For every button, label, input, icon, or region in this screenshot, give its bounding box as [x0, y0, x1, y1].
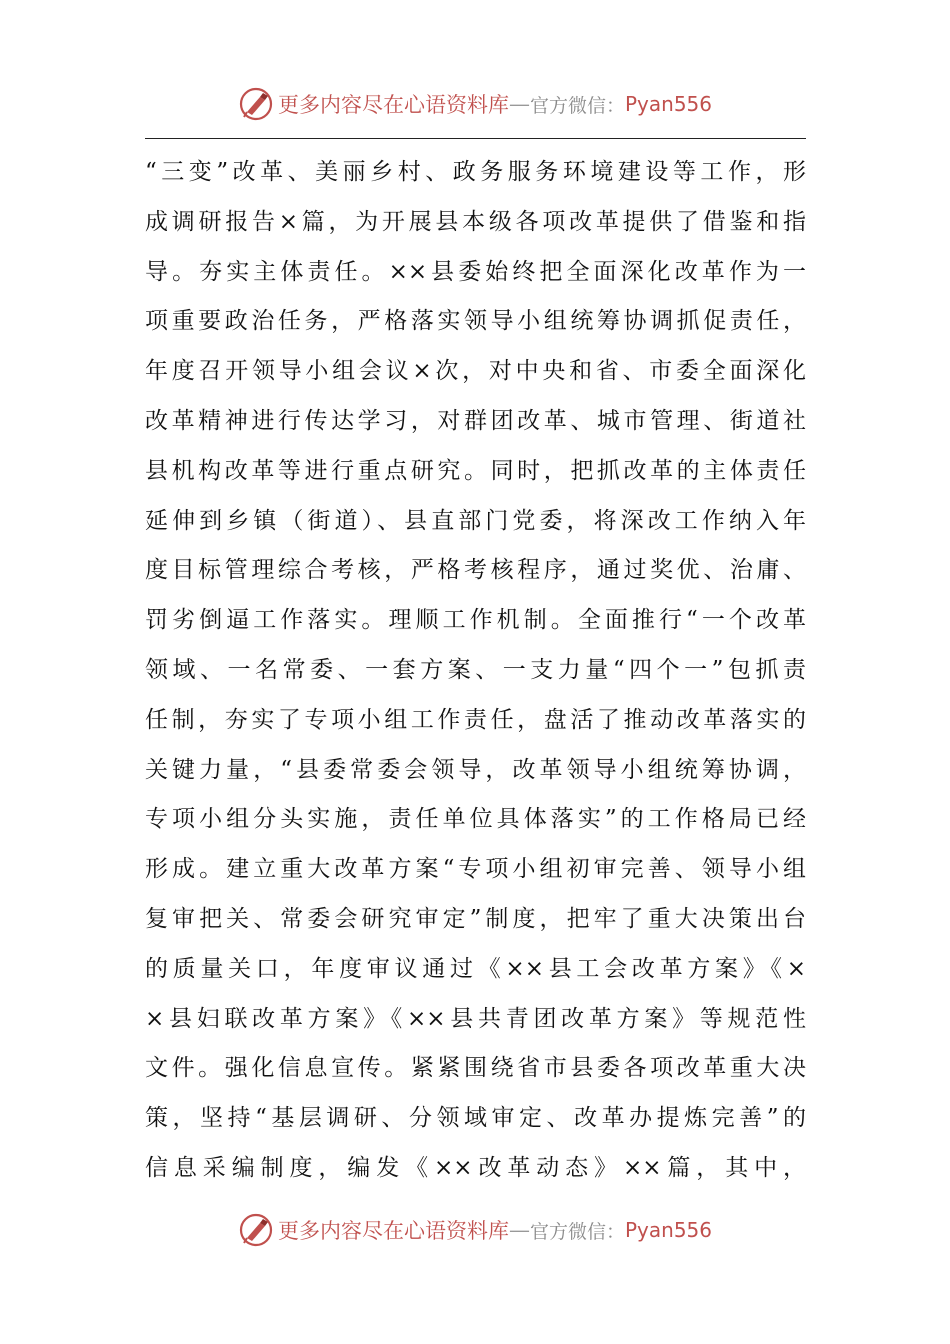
text-line: “三变”改革、美丽乡村、政务服务环境建设等工作，形 — [145, 159, 806, 185]
pen-nib-icon — [238, 86, 274, 122]
text-line: 任制，夯实了专项小组工作责任，盘活了推动改革落实的 — [145, 706, 806, 733]
pen-nib-icon — [238, 1212, 274, 1248]
banner-separator: — — [508, 92, 530, 116]
text-line: 关键力量，“县委常委会领导，改革领导小组统筹协调， — [145, 756, 806, 783]
text-line: 成调研报告×篇，为开展县本级各项改革提供了借鉴和指 — [145, 208, 806, 235]
wechat-id: Pyan556 — [625, 92, 713, 116]
text-line: 专项小组分头实施，责任单位具体落实”的工作格局已经 — [145, 806, 806, 833]
text-line: 导。夯实主体责任。××县委始终把全面深化改革作为一 — [145, 258, 806, 285]
wechat-id: Pyan556 — [625, 1218, 713, 1242]
footer-banner — [0, 1210, 950, 1250]
text-line: 延伸到乡镇（街道）、县直部门党委，将深改工作纳入年 — [145, 507, 806, 534]
text-line: 县机构改革等进行重点研究。同时，把抓改革的主体责任 — [145, 457, 806, 484]
wechat-label: 官方微信： — [529, 1220, 625, 1243]
header-divider — [145, 138, 806, 139]
text-line: 罚劣倒逼工作落实。理顺工作机制。全面推行“一个改革 — [145, 607, 806, 634]
text-line: 策，坚持“基层调研、分领域审定、改革办提炼完善”的 — [145, 1105, 806, 1132]
text-line: 度目标管理综合考核，严格考核程序，通过奖优、治庸、 — [145, 557, 806, 584]
text-line: 年度召开领导小组会议×次，对中央和省、市委全面深化 — [145, 358, 806, 385]
document-body — [145, 148, 806, 1194]
banner-separator: — — [508, 1218, 530, 1242]
site-name: 更多内容尽在心语资料库 — [277, 93, 509, 117]
text-line: ×县妇联改革方案》《××县共青团改革方案》等规范性 — [145, 1005, 806, 1032]
header-banner — [0, 84, 950, 124]
text-line: 复审把关、常委会研究审定”制度，把牢了重大决策出台 — [145, 905, 806, 932]
text-line: 文件。强化信息宣传。紧紧围绕省市县委各项改革重大决 — [145, 1055, 806, 1082]
text-line: 改革精神进行传达学习，对群团改革、城市管理、街道社 — [145, 407, 806, 434]
text-line: 领域、一名常委、一套方案、一支力量“四个一”包抓责 — [145, 656, 806, 683]
text-line: 信息采编制度，编发《××改革动态》××篇，其中， — [145, 1154, 806, 1181]
text-line: 形成。建立重大改革方案“专项小组初审完善、领导小组 — [145, 856, 806, 883]
site-name: 更多内容尽在心语资料库 — [277, 1219, 509, 1243]
text-line: 项重要政治任务，严格落实领导小组统筹协调抓促责任， — [145, 308, 806, 335]
wechat-label: 官方微信： — [529, 94, 625, 117]
text-line: 的质量关口，年度审议通过《××县工会改革方案》《× — [145, 955, 806, 982]
